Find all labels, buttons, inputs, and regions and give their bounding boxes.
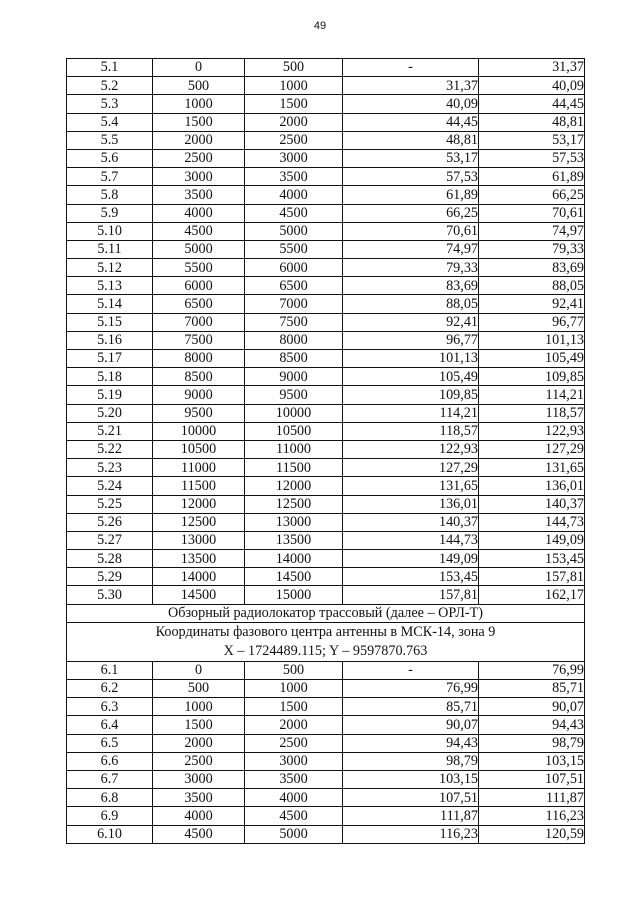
from-distance-cell: 2500 [153,752,245,770]
to-distance-cell: 11500 [245,459,343,477]
coordinates-row [67,622,585,661]
end-height-cell: 122,93 [479,422,585,440]
row-number-cell: 5.21 [67,422,153,440]
start-height-cell: 98,79 [343,752,479,770]
start-height-cell: 79,33 [343,259,479,277]
start-height-cell: 61,89 [343,186,479,204]
from-distance-cell: 6500 [153,295,245,313]
start-height-cell: 70,61 [343,222,479,240]
row-number-cell: 5.15 [67,313,153,331]
start-height-cell: 92,41 [343,313,479,331]
table-row [67,295,585,313]
end-height-cell: 162,17 [479,586,585,604]
end-height-cell: 101,13 [479,331,585,349]
start-height-cell: 153,45 [343,568,479,586]
end-height-cell: 118,57 [479,404,585,422]
from-distance-cell: 12000 [153,495,245,513]
table-row [67,186,585,204]
row-number-cell: 6.6 [67,752,153,770]
from-distance-cell: 14000 [153,568,245,586]
end-height-cell: 114,21 [479,386,585,404]
start-height-cell: 85,71 [343,698,479,716]
table-row [67,495,585,513]
start-height-cell: 149,09 [343,550,479,568]
end-height-cell: 88,05 [479,277,585,295]
row-number-cell: 5.25 [67,495,153,513]
table-row [67,459,585,477]
to-distance-cell: 5500 [245,240,343,258]
to-distance-cell: 4500 [245,807,343,825]
to-distance-cell: 1500 [245,95,343,113]
start-height-cell: 105,49 [343,368,479,386]
from-distance-cell: 1500 [153,716,245,734]
table-row [67,734,585,752]
from-distance-cell: 3500 [153,789,245,807]
section-6-heading [67,604,585,661]
page-number: 49 [313,20,327,32]
start-height-cell: 74,97 [343,240,479,258]
from-distance-cell: 2000 [153,734,245,752]
from-distance-cell: 1000 [153,698,245,716]
row-number-cell: 6.2 [67,680,153,698]
start-height-cell: 122,93 [343,440,479,458]
end-height-cell: 96,77 [479,313,585,331]
end-height-cell: 57,53 [479,149,585,167]
end-height-cell: 109,85 [479,368,585,386]
start-height-cell: 96,77 [343,331,479,349]
start-height-cell: 101,13 [343,350,479,368]
from-distance-cell: 4500 [153,825,245,843]
to-distance-cell: 14000 [245,550,343,568]
from-distance-cell: 500 [153,680,245,698]
section-title-row [67,604,585,622]
start-height-cell: - [343,661,479,679]
start-height-cell: 40,09 [343,95,479,113]
start-height-cell: 94,43 [343,734,479,752]
to-distance-cell: 6500 [245,277,343,295]
end-height-cell: 131,65 [479,459,585,477]
end-height-cell: 31,37 [479,59,585,77]
row-number-cell: 5.28 [67,550,153,568]
to-distance-cell: 12500 [245,495,343,513]
to-distance-cell: 4500 [245,204,343,222]
row-number-cell: 5.11 [67,240,153,258]
table-row [67,716,585,734]
to-distance-cell: 7000 [245,295,343,313]
row-number-cell: 6.9 [67,807,153,825]
to-distance-cell: 13000 [245,513,343,531]
table-row [67,422,585,440]
row-number-cell: 5.7 [67,168,153,186]
row-number-cell: 5.24 [67,477,153,495]
from-distance-cell: 5500 [153,259,245,277]
table-row [67,77,585,95]
end-height-cell: 140,37 [479,495,585,513]
row-number-cell: 5.1 [67,59,153,77]
row-number-cell: 6.5 [67,734,153,752]
end-height-cell: 103,15 [479,752,585,770]
coordinates-line-1: Координаты фазового центра антенны в МСК-14, зона 9 [155,624,496,641]
to-distance-cell: 12000 [245,477,343,495]
row-number-cell: 5.6 [67,149,153,167]
to-distance-cell: 3500 [245,770,343,788]
from-distance-cell: 4000 [153,204,245,222]
from-distance-cell: 9000 [153,386,245,404]
to-distance-cell: 14500 [245,568,343,586]
table-row [67,240,585,258]
table-row [67,277,585,295]
start-height-cell: 66,25 [343,204,479,222]
row-number-cell: 5.14 [67,295,153,313]
to-distance-cell: 500 [245,661,343,679]
start-height-cell: 111,87 [343,807,479,825]
from-distance-cell: 4500 [153,222,245,240]
row-number-cell: 5.2 [67,77,153,95]
end-height-cell: 116,23 [479,807,585,825]
from-distance-cell: 8000 [153,350,245,368]
from-distance-cell: 11000 [153,459,245,477]
coordinates-cell [67,622,585,661]
table-row [67,404,585,422]
end-height-cell: 98,79 [479,734,585,752]
table-row [67,586,585,604]
row-number-cell: 5.4 [67,113,153,131]
from-distance-cell: 13500 [153,550,245,568]
row-number-cell: 5.8 [67,186,153,204]
from-distance-cell: 10500 [153,440,245,458]
start-height-cell: 114,21 [343,404,479,422]
from-distance-cell: 13000 [153,531,245,549]
row-number-cell: 5.30 [67,586,153,604]
row-number-cell: 6.1 [67,661,153,679]
table-row [67,477,585,495]
row-number-cell: 5.17 [67,350,153,368]
to-distance-cell: 500 [245,59,343,77]
height-limits-table [66,58,585,844]
end-height-cell: 153,45 [479,550,585,568]
end-height-cell: 107,51 [479,770,585,788]
row-number-cell: 6.7 [67,770,153,788]
row-number-cell: 6.10 [67,825,153,843]
from-distance-cell: 14500 [153,586,245,604]
from-distance-cell: 11500 [153,477,245,495]
to-distance-cell: 1500 [245,698,343,716]
table-row [67,95,585,113]
table-row [67,331,585,349]
end-height-cell: 149,09 [479,531,585,549]
table-row [67,789,585,807]
section-5-rows [67,59,585,605]
from-distance-cell: 6000 [153,277,245,295]
to-distance-cell: 10500 [245,422,343,440]
to-distance-cell: 2000 [245,716,343,734]
to-distance-cell: 10000 [245,404,343,422]
to-distance-cell: 3000 [245,149,343,167]
table-row [67,350,585,368]
table-row [67,222,585,240]
row-number-cell: 6.4 [67,716,153,734]
table-row [67,752,585,770]
from-distance-cell: 3500 [153,186,245,204]
row-number-cell: 5.19 [67,386,153,404]
table-row [67,568,585,586]
start-height-cell: 76,99 [343,680,479,698]
coordinates-line-2: X – 1724489.115; Y – 9597870.763 [223,642,428,659]
table-row [67,550,585,568]
section-title: Обзорный радиолокатор трассовый (далее – ОРЛ-Т) [67,604,585,622]
to-distance-cell: 3000 [245,752,343,770]
table-row [67,680,585,698]
end-height-cell: 90,07 [479,698,585,716]
start-height-cell: 44,45 [343,113,479,131]
row-number-cell: 5.3 [67,95,153,113]
table-row [67,513,585,531]
row-number-cell: 5.20 [67,404,153,422]
to-distance-cell: 5000 [245,825,343,843]
table-row [67,531,585,549]
table-row [67,204,585,222]
from-distance-cell: 10000 [153,422,245,440]
end-height-cell: 48,81 [479,113,585,131]
table-row [67,807,585,825]
end-height-cell: 92,41 [479,295,585,313]
row-number-cell: 5.13 [67,277,153,295]
end-height-cell: 94,43 [479,716,585,734]
to-distance-cell: 6000 [245,259,343,277]
end-height-cell: 74,97 [479,222,585,240]
start-height-cell: 127,29 [343,459,479,477]
end-height-cell: 136,01 [479,477,585,495]
row-number-cell: 5.29 [67,568,153,586]
start-height-cell: 140,37 [343,513,479,531]
from-distance-cell: 0 [153,661,245,679]
table-row [67,825,585,843]
row-number-cell: 5.10 [67,222,153,240]
from-distance-cell: 3000 [153,770,245,788]
end-height-cell: 44,45 [479,95,585,113]
to-distance-cell: 1000 [245,680,343,698]
table-row [67,259,585,277]
start-height-cell: 136,01 [343,495,479,513]
start-height-cell: 118,57 [343,422,479,440]
start-height-cell: 131,65 [343,477,479,495]
start-height-cell: 83,69 [343,277,479,295]
section-6-rows [67,661,585,843]
end-height-cell: 66,25 [479,186,585,204]
row-number-cell: 5.9 [67,204,153,222]
to-distance-cell: 11000 [245,440,343,458]
end-height-cell: 157,81 [479,568,585,586]
from-distance-cell: 2500 [153,149,245,167]
row-number-cell: 5.22 [67,440,153,458]
start-height-cell: 107,51 [343,789,479,807]
end-height-cell: 79,33 [479,240,585,258]
end-height-cell: 40,09 [479,77,585,95]
table-row [67,698,585,716]
to-distance-cell: 4000 [245,789,343,807]
start-height-cell: 90,07 [343,716,479,734]
row-number-cell: 5.5 [67,131,153,149]
start-height-cell: 116,23 [343,825,479,843]
start-height-cell: 157,81 [343,586,479,604]
to-distance-cell: 3500 [245,168,343,186]
table-row [67,131,585,149]
end-height-cell: 61,89 [479,168,585,186]
table-row [67,313,585,331]
table-row [67,113,585,131]
from-distance-cell: 4000 [153,807,245,825]
start-height-cell: - [343,59,479,77]
table-row [67,440,585,458]
from-distance-cell: 3000 [153,168,245,186]
to-distance-cell: 2000 [245,113,343,131]
row-number-cell: 5.23 [67,459,153,477]
start-height-cell: 109,85 [343,386,479,404]
to-distance-cell: 8000 [245,331,343,349]
end-height-cell: 111,87 [479,789,585,807]
row-number-cell: 5.26 [67,513,153,531]
to-distance-cell: 8500 [245,350,343,368]
from-distance-cell: 7500 [153,331,245,349]
to-distance-cell: 5000 [245,222,343,240]
from-distance-cell: 8500 [153,368,245,386]
from-distance-cell: 7000 [153,313,245,331]
row-number-cell: 5.12 [67,259,153,277]
to-distance-cell: 2500 [245,734,343,752]
from-distance-cell: 0 [153,59,245,77]
end-height-cell: 83,69 [479,259,585,277]
table-row [67,59,585,77]
start-height-cell: 103,15 [343,770,479,788]
from-distance-cell: 500 [153,77,245,95]
start-height-cell: 144,73 [343,531,479,549]
row-number-cell: 5.16 [67,331,153,349]
end-height-cell: 144,73 [479,513,585,531]
start-height-cell: 53,17 [343,149,479,167]
from-distance-cell: 9500 [153,404,245,422]
table-row [67,168,585,186]
to-distance-cell: 15000 [245,586,343,604]
end-height-cell: 53,17 [479,131,585,149]
table-row [67,368,585,386]
to-distance-cell: 2500 [245,131,343,149]
end-height-cell: 70,61 [479,204,585,222]
row-number-cell: 5.18 [67,368,153,386]
end-height-cell: 127,29 [479,440,585,458]
from-distance-cell: 5000 [153,240,245,258]
to-distance-cell: 9500 [245,386,343,404]
row-number-cell: 5.27 [67,531,153,549]
to-distance-cell: 7500 [245,313,343,331]
from-distance-cell: 12500 [153,513,245,531]
table-row [67,149,585,167]
start-height-cell: 48,81 [343,131,479,149]
to-distance-cell: 4000 [245,186,343,204]
to-distance-cell: 13500 [245,531,343,549]
end-height-cell: 105,49 [479,350,585,368]
start-height-cell: 31,37 [343,77,479,95]
row-number-cell: 6.3 [67,698,153,716]
table-row [67,770,585,788]
from-distance-cell: 2000 [153,131,245,149]
row-number-cell: 6.8 [67,789,153,807]
start-height-cell: 57,53 [343,168,479,186]
table-row [67,661,585,679]
from-distance-cell: 1000 [153,95,245,113]
from-distance-cell: 1500 [153,113,245,131]
to-distance-cell: 9000 [245,368,343,386]
end-height-cell: 120,59 [479,825,585,843]
table-row [67,386,585,404]
end-height-cell: 76,99 [479,661,585,679]
end-height-cell: 85,71 [479,680,585,698]
to-distance-cell: 1000 [245,77,343,95]
start-height-cell: 88,05 [343,295,479,313]
